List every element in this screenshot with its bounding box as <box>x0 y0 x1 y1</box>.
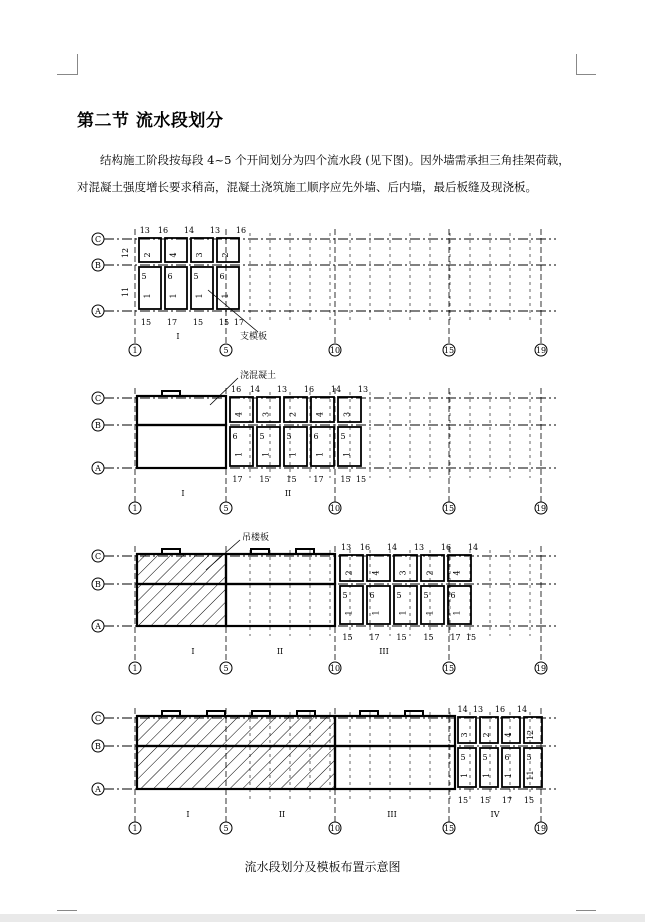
panel-1-col-axis-label: 1 <box>132 346 138 355</box>
panel-2-upper-cell <box>311 397 334 422</box>
panel-2-bottom-num: 15 <box>355 475 367 484</box>
panel-2-upper-cell-num: 3 <box>342 411 352 418</box>
panel-1-bottom-num: 17 <box>166 318 178 327</box>
panel-1-lower-cell-num: 6 <box>219 272 225 281</box>
panel-3-upper-cell <box>340 555 363 581</box>
panel-4-hatched-roof-bump <box>207 711 225 716</box>
panel-2-bottom-num: 17 <box>232 475 243 484</box>
panel-2-col-axis-label: 1 <box>132 504 138 513</box>
panel-1-cell-one: 1 <box>143 293 152 299</box>
panel-4-built-roof-bump <box>405 711 423 716</box>
panel-3-top-num: 16 <box>440 543 452 552</box>
panel-1-upper-cell-num: 2 <box>221 252 230 258</box>
panel-4-bottom-num: 15 <box>523 796 535 805</box>
paragraph-line-1: 结构施工阶段按每段 4~5 个开间划分为四个流水段 (见下图)。因外墙需承担三角挂架荷载， <box>100 153 570 167</box>
panel-3-col-axis-label: 10 <box>329 664 341 673</box>
bottom-strip <box>0 914 645 922</box>
panel-3-bottom-num: 15 <box>342 633 353 642</box>
panel-4-cell-one: 1 <box>504 772 513 779</box>
crop-mark-bottom-right <box>576 910 596 911</box>
panel-2-cell-one: 1 <box>234 451 244 458</box>
panel-3-built-lower-block <box>226 584 335 626</box>
panel-2-lower-cell-num: 6 <box>313 432 319 441</box>
panel-4-top-num: 14 <box>457 705 468 714</box>
panel-4-stage-label: III <box>387 810 397 819</box>
panel-3-bottom-num: 15 <box>396 633 407 642</box>
panel-4-row-axis-label: C <box>94 714 102 723</box>
panel-3-bottom-num: 17 <box>450 633 461 642</box>
panel-4-lower-cell-num: 6 <box>504 753 510 762</box>
panel-3-top-num: 13 <box>413 543 425 552</box>
panel-4-bottom-num: 15 <box>479 796 491 805</box>
panel-1-top-num: 13 <box>139 226 150 235</box>
panel-4-stage-label: I <box>186 810 190 819</box>
panel-3-lower-cell-num: 6 <box>450 591 456 600</box>
panel-2-top-num: 16 <box>231 385 242 394</box>
panel-1-row-axis-label: A <box>95 307 101 316</box>
panel-1-cell-one: 1 <box>195 293 204 299</box>
figure-caption: 流水段划分及模板布置示意图 <box>244 860 401 874</box>
panel-4-built-upper-block <box>335 716 455 746</box>
panel-1-bottom-num: 15 <box>140 318 152 327</box>
panel-2-col-axis-label: 10 <box>329 504 341 513</box>
panel-3-top-num: 13 <box>341 543 352 552</box>
panel-3-lower-cell-num: 5 <box>423 591 429 600</box>
panel-1-cell-one: 1 <box>221 293 230 299</box>
panel-1-top-num: 16 <box>235 226 247 235</box>
panel-4-col-axis-label: 10 <box>329 824 341 833</box>
panel-2-cell-one: 1 <box>315 451 325 458</box>
panel-3-upper-cell-num: 3 <box>398 570 408 576</box>
panel-4-col-axis-label: 1 <box>132 824 138 833</box>
panel-2-top-num: 14 <box>249 385 261 394</box>
panel-1-col-axis-label: 5 <box>223 346 229 355</box>
panel-4-col-axis-label: 19 <box>535 824 547 833</box>
panel-1-lower-cell-num: 5 <box>193 272 199 281</box>
panel-1-upper-cell-num: 4 <box>169 252 178 258</box>
panel-4-hatched-lower-block <box>137 746 335 789</box>
panel-3-hatched-roof-bump <box>162 549 180 554</box>
panel-4-upper-cell <box>458 717 476 743</box>
panel-4-upper-cell-num: 3 <box>460 732 469 738</box>
panel-1-col-axis-label: 19 <box>535 346 547 355</box>
panel-2-upper-cell <box>338 397 361 422</box>
panel-2-lower-cell-num: 5 <box>340 432 346 441</box>
panel-1-side-dim: 11 <box>121 286 130 298</box>
panel-2-bottom-num: 15 <box>340 475 351 484</box>
panel-3-lower-cell-num: 5 <box>396 591 402 600</box>
panel-3-stage-label: III <box>379 647 389 656</box>
panel-2-upper-cell <box>257 397 280 422</box>
panel-1-col-axis-label: 15 <box>443 346 455 355</box>
panel-2-lower-cell-num: 5 <box>259 432 265 441</box>
panel-3-upper-cell <box>394 555 417 581</box>
panel-3-bottom-num: 15 <box>423 633 434 642</box>
panel-2-upper-cell-num: 3 <box>261 411 271 418</box>
panel-2-bottom-num: 15 <box>259 475 270 484</box>
panel-3-cell-one: 1 <box>398 610 408 616</box>
panel-2-built-upper-block <box>137 396 226 425</box>
panel-2-stage-label: II <box>284 489 292 498</box>
panel-2-top-num: 13 <box>357 385 369 394</box>
panel-1-side-dim: 12 <box>121 247 130 259</box>
panel-2-cell-one: 1 <box>288 451 298 458</box>
panel-3-cell-one: 1 <box>371 610 381 616</box>
panel-3-built-roof-bump <box>296 549 314 554</box>
panel-3-lower-cell-num: 5 <box>342 591 348 600</box>
panel-1-top-num: 14 <box>183 226 195 235</box>
panel-2-top-num: 16 <box>303 385 315 394</box>
panel-1-bottom-num: 15 <box>218 318 230 327</box>
panel-3-upper-cell <box>421 555 444 581</box>
panel-1-upper-cell-num: 2 <box>143 252 152 258</box>
panel-1-lower-cell-num: 6 <box>167 272 173 281</box>
panel-3-hatched-upper-block <box>137 554 226 584</box>
panel-1-cell-one: 1 <box>169 293 178 299</box>
section-title: 第二节 流水段划分 <box>77 111 224 131</box>
panel-4-row-axis-label: B <box>95 742 101 751</box>
panel-3-upper-cell <box>367 555 390 581</box>
panel-4-row-axis-label: A <box>95 785 101 794</box>
panel-4-upper-cell <box>480 717 498 743</box>
crop-mark-bottom-left <box>57 910 77 911</box>
panel-2-col-axis-label: 15 <box>443 504 455 513</box>
panel-3-cell-one: 1 <box>425 610 435 616</box>
panel-4-upper-cell-num: 4 <box>504 732 513 738</box>
label-support-formwork: 支模板 <box>240 332 268 342</box>
panel-4-top-num: 14 <box>516 705 528 714</box>
panel-2-stage-label: I <box>181 489 185 498</box>
panel-3-lower-cell-num: 6 <box>369 591 375 600</box>
panel-4-hatched-roof-bump <box>252 711 270 716</box>
panel-2-col-axis-label: 19 <box>535 504 547 513</box>
panel-3-top-num: 14 <box>386 543 398 552</box>
panel-2-top-num: 13 <box>276 385 288 394</box>
panel-3-col-axis-label: 19 <box>535 664 547 673</box>
panel-2-col-axis-label: 5 <box>223 504 229 513</box>
panel-3-stage-label: II <box>276 647 284 656</box>
panel-1-row-axis-label: C <box>94 235 102 244</box>
panel-1-col-axis-label: 10 <box>329 346 341 355</box>
panel-4-cell-one: 1 <box>482 772 491 779</box>
panel-3-cell-one: 1 <box>452 610 462 616</box>
panel-4-built-lower-block <box>335 746 455 789</box>
panel-3-built-upper-block <box>226 554 335 584</box>
panel-4-lower-cell-num: 5 <box>482 753 488 762</box>
panel-1-bottom-num: 15 <box>192 318 204 327</box>
panel-3-cell-one: 1 <box>344 610 354 616</box>
panel-2-cell-one: 1 <box>261 451 271 458</box>
panel-3-upper-cell-num: 4 <box>371 570 381 576</box>
panel-3-row-axis-label: B <box>95 580 101 589</box>
panel-4-cell-one: 11 <box>526 770 535 781</box>
panel-4-stage-label: II <box>278 810 286 819</box>
panel-4-upper-cell-num: 2 <box>482 732 491 738</box>
panel-2-built-roof-bump <box>162 391 180 396</box>
panel-3-upper-cell-num: 2 <box>425 570 435 576</box>
panel-1-bottom-num: 17 <box>233 318 245 327</box>
panel-4-bottom-num: 17 <box>501 796 513 805</box>
panel-4-upper-cell-num: 12 <box>526 729 535 741</box>
panel-4-lower-cell-num: 5 <box>460 753 466 762</box>
panel-3-built-roof-bump <box>251 549 269 554</box>
panel-3-col-axis-label: 5 <box>223 664 229 673</box>
panel-4-upper-cell <box>502 717 520 743</box>
panel-1-upper-cell-num: 3 <box>195 252 204 258</box>
panel-4-top-num: 13 <box>472 705 484 714</box>
panel-3-upper-cell-num: 4 <box>452 570 462 576</box>
panel-3-top-num: 16 <box>359 543 371 552</box>
panel-2-upper-cell <box>284 397 307 422</box>
panel-2-bottom-num: 17 <box>313 475 324 484</box>
label-lift-floor-slab: 吊楼板 <box>242 533 270 543</box>
panel-4-col-axis-label: 15 <box>443 824 455 833</box>
panel-3-upper-cell-num: 2 <box>344 570 354 576</box>
panel-3-bottom-num: 15 <box>465 633 477 642</box>
panel-3-bottom-num: 17 <box>369 633 380 642</box>
panel-3-upper-cell <box>448 555 471 581</box>
panel-2-row-axis-label: C <box>94 394 102 403</box>
panel-4-hatched-roof-bump <box>162 711 180 716</box>
panel-3-hatched-lower-block <box>137 584 226 626</box>
label-pour-concrete: 浇混凝土 <box>240 371 277 381</box>
panel-4-cell-one: 1 <box>460 772 469 779</box>
panel-4-built-roof-bump <box>360 711 378 716</box>
panel-4-stage-label: IV <box>490 810 500 819</box>
panel-2-cell-one: 1 <box>342 451 352 458</box>
panel-2-lower-cell-num: 6 <box>232 432 238 441</box>
panel-1-top-num: 16 <box>157 226 169 235</box>
panel-2-upper-cell-num: 4 <box>234 411 244 418</box>
panel-2-upper-cell <box>230 397 253 422</box>
panel-1-lower-cell-num: 5 <box>141 272 147 281</box>
panel-4-top-num: 16 <box>494 705 506 714</box>
panel-4-lower-cell-num: 5 <box>526 753 532 762</box>
panel-4-hatched-upper-block <box>137 716 335 746</box>
panel-3-row-axis-label: C <box>94 552 102 561</box>
panel-2-row-axis-label: B <box>95 421 101 430</box>
panel-4-col-axis-label: 5 <box>223 824 229 833</box>
panel-4-hatched-roof-bump <box>297 711 315 716</box>
panel-2-built-lower-block <box>137 425 226 468</box>
panel-1-top-num: 13 <box>209 226 221 235</box>
panel-3-col-axis-label: 15 <box>443 664 455 673</box>
panel-2-bottom-num: 15 <box>286 475 297 484</box>
panel-2-lower-cell-num: 5 <box>286 432 292 441</box>
panel-3-stage-label: I <box>191 647 195 656</box>
panel-1-row-axis-label: B <box>95 261 101 270</box>
panel-2-upper-cell-num: 4 <box>315 411 325 418</box>
panel-3-top-num: 14 <box>467 543 479 552</box>
panel-1-stage-label: I <box>176 332 180 341</box>
paragraph-line-2: 对混凝土强度增长要求稍高，混凝土浇筑施工顺序应先外墙、后内墙，最后板缝及现浇板。 <box>77 180 537 194</box>
panel-3-col-axis-label: 1 <box>132 664 138 673</box>
panel-2-row-axis-label: A <box>95 464 101 473</box>
panel-3-row-axis-label: A <box>95 622 101 631</box>
panel-4-bottom-num: 15 <box>457 796 469 805</box>
panel-2-upper-cell-num: 2 <box>288 411 298 418</box>
panel-2-top-num: 14 <box>330 385 342 394</box>
